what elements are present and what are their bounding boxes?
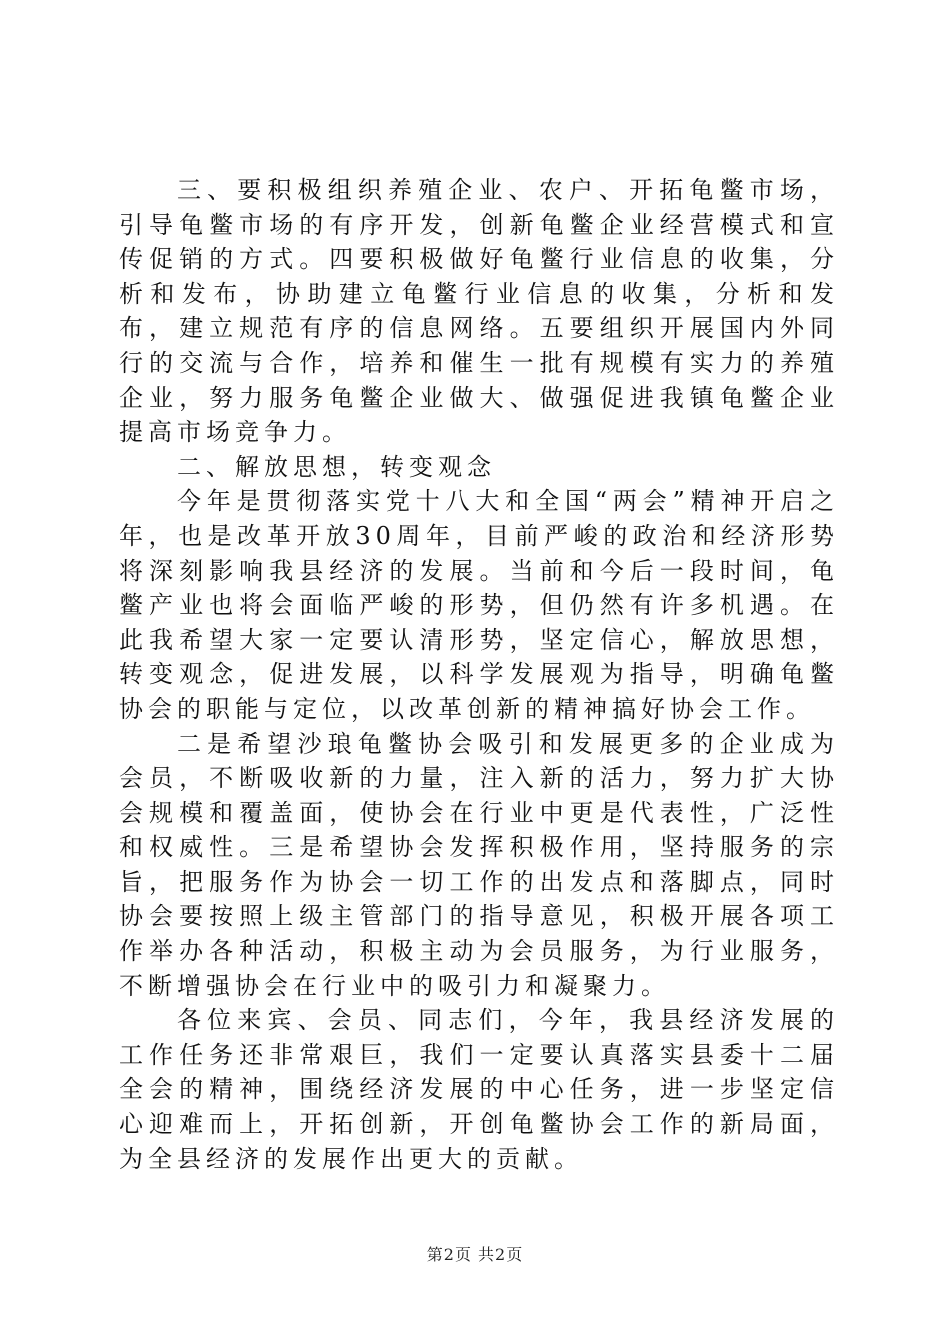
section-heading-emancipate-mind: 二、解放思想，转变观念 [177,452,496,481]
paragraph-situation: 今年是贯彻落实党十八大和全国“两会”精神开启之年，也是改革开放30周年，目前严峻的政治和经济形势将深刻影响我县经济的发展。当前和今后一段时间，龟鳖产业也将会面临严峻的形势，但仍然有许多机遇。在此我希望大家一定要认清形势，坚定信心，解放思想，转变观念，促进发展，以科学发展观为指导，明确龟鳖协会的职能与定位，以改革创新的精神搞好协会工作。 [119,487,839,723]
paragraph-closing: 各位来宾、会员、同志们，今年，我县经济发展的工作任务还非常艰巨，我们一定要认真落实县委十二届全会的精神，围绕经济发展的中心任务，进一步坚定信心迎难而上，开拓创新，开创龟鳖协会工作的新局面，为全县经济的发展作出更大的贡献。 [119,1006,839,1173]
page-number-footer: 第2页 共2页 [426,1245,524,1264]
paragraph-association-hopes: 二是希望沙琅龟鳖协会吸引和发展更多的企业成为会员，不断吸收新的力量，注入新的活力，努力扩大协会规模和覆盖面，使协会在行业中更是代表性，广泛性和权威性。三是希望协会发挥积极作用，坚持服务的宗旨，把服务作为协会一切工作的出发点和落脚点，同时协会要按照上级主管部门的指导意见，积极开展各项工作举办各种活动，积极主动为会员服务，为行业服务，不断增强协会在行业中的吸引力和凝聚力。 [119,729,839,1000]
paragraph-measures: 三、要积极组织养殖企业、农户、开拓龟鳖市场，引导龟鳖市场的有序开发，创新龟鳖企业经营模式和宣传促销的方式。四要积极做好龟鳖行业信息的收集，分析和发布，协助建立龟鳖行业信息的收集，分析和发布，建立规范有序的信息网络。五要组织开展国内外同行的交流与合作，培养和催生一批有规模有实力的养殖企业，努力服务龟鳖企业做大、做强促进我镇龟鳖企业提高市场竞争力。 [119,176,839,447]
document-body [119,173,839,1176]
